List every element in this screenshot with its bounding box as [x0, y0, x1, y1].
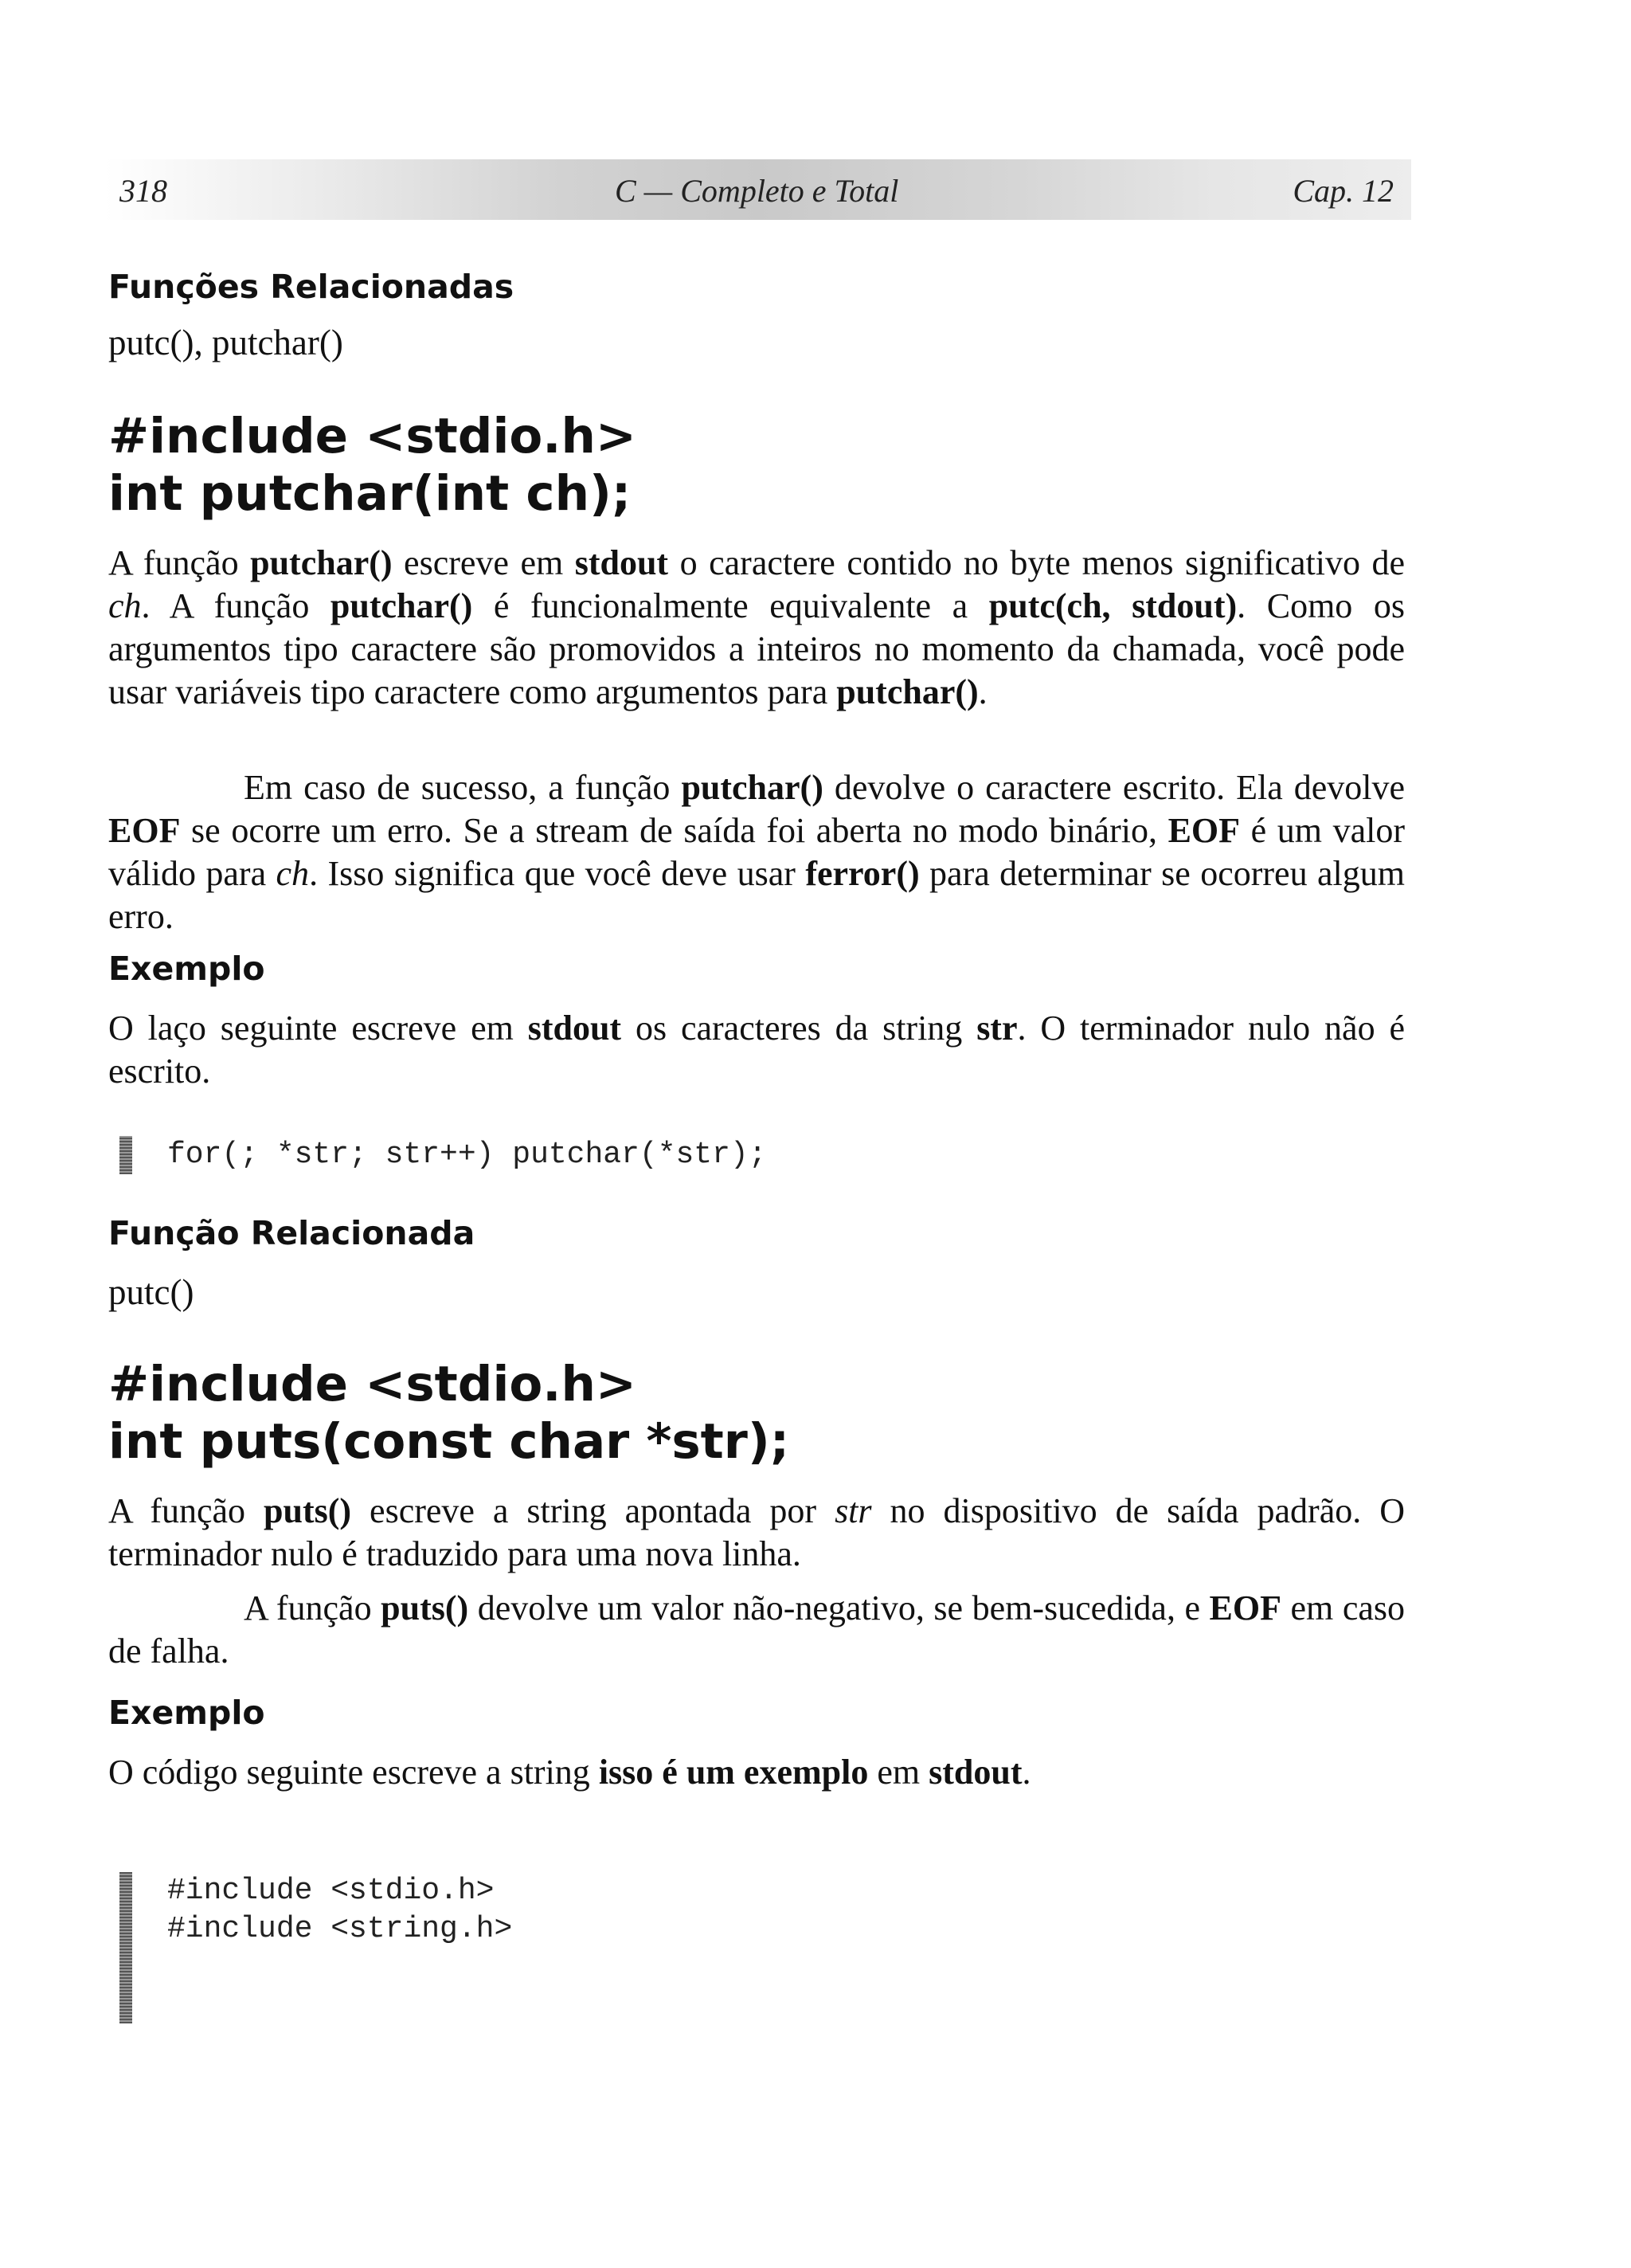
book-title: C — Completo e Total	[615, 173, 899, 209]
page-number: 318	[119, 173, 167, 209]
putchar-prototype	[108, 408, 636, 523]
prototype-include: #include <stdio.h>	[108, 1356, 636, 1412]
putchar-description: A função putchar() escreve em stdout o caractere contido no byte menos significativo de ch. A função putchar() é funcionalmente equivalente a putc(ch, stdout). Como os argumentos tipo caractere são promovidos a inteiros no momento da chamada, você pode usar variáveis tipo caractere como argumentos para putchar().	[108, 543, 1405, 711]
code-line: #include <string.h>	[167, 1912, 513, 1946]
code-bar-marker	[119, 1136, 132, 1174]
chapter-label: Cap. 12	[1293, 173, 1394, 209]
example-description: O código seguinte escreve a string isso é um exemplo em stdout.	[108, 1753, 1031, 1792]
example-heading: Exemplo	[108, 950, 265, 988]
code-line: #include <stdio.h>	[167, 1874, 495, 1908]
related-functions-heading: Funções Relacionadas	[108, 268, 514, 306]
prototype-signature: int putchar(int ch);	[108, 465, 632, 522]
related-function-heading: Função Relacionada	[108, 1214, 475, 1252]
code-block	[119, 1872, 512, 1949]
related-functions-list: putc(), putchar()	[108, 323, 343, 362]
prototype-include: #include <stdio.h>	[108, 408, 636, 464]
example-description: O laço seguinte escreve em stdout os caracteres da string str. O terminador nulo não é escrito.	[108, 1009, 1405, 1091]
code-line: for(; *str; str++) putchar(*str);	[167, 1138, 767, 1172]
related-function-list: putc()	[108, 1272, 194, 1312]
code-block	[119, 1136, 767, 1174]
prototype-signature: int puts(const char *str);	[108, 1413, 790, 1470]
puts-return-description: A função puts() devolve um valor não-negativo, se bem-sucedida, e EOF em caso de falha.	[108, 1588, 1405, 1671]
code-bar-marker	[119, 1872, 132, 2023]
example-heading: Exemplo	[108, 1694, 265, 1732]
puts-description: A função puts() escreve a string apontada por str no dispositivo de saída padrão. O terminador nulo é traduzido para uma nova linha.	[108, 1491, 1405, 1573]
puts-prototype	[108, 1356, 789, 1471]
running-header	[105, 159, 1411, 220]
putchar-return-description: Em caso de sucesso, a função putchar() devolve o caractere escrito. Ela devolve EOF se ocorre um erro. Se a stream de saída foi aberta no modo binário, EOF é um valor válido para ch. Isso significa que você deve usar ferror() para determinar se ocorreu algum erro.	[108, 768, 1406, 936]
